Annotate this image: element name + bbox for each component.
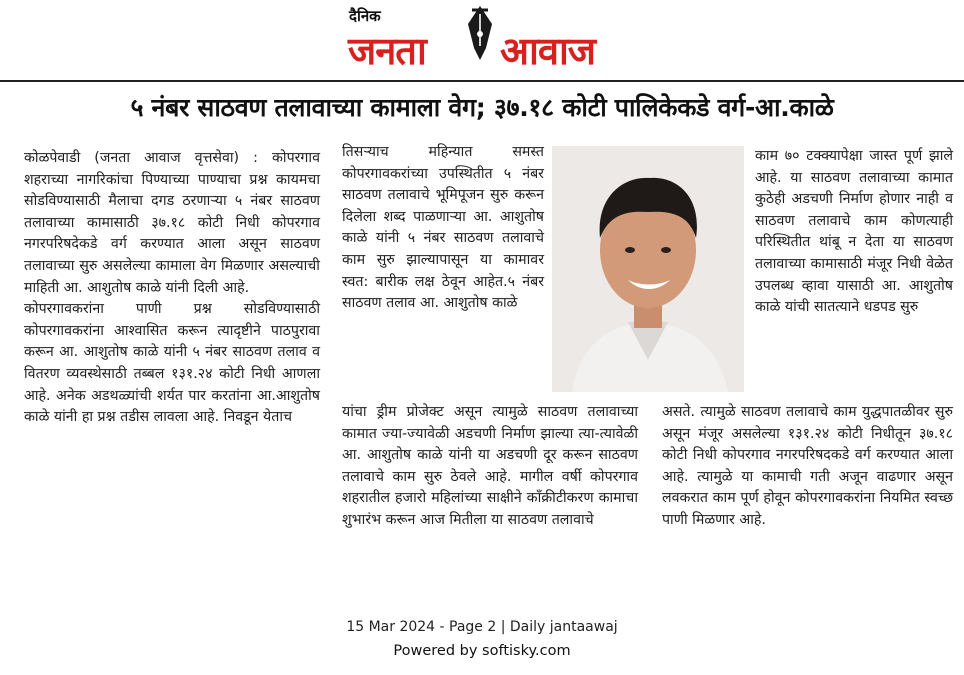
article-column-3-top: काम ७० टक्क्यापेक्षा जास्त पूर्ण झाले आहे. या साठवण तलावाच्या कामात कुठेही अडचणी निर्माण होणार नाही व साठवण तलावाचे काम कोणत्याही परिस्थितीत थांबू न देता या साठवण तलावाच्या कामासाठी मंजूर निधी वेळेत उपलब्ध व्हावा यासाठी आ. आशुतोष काळे यांची सातत्याने धडपड सुरु (755, 148, 953, 316)
powered-by: Powered by softisky.com (393, 643, 571, 659)
column-1-paragraph-2: कोपरगावकरांना पाणी प्रश्न सोडविण्यासाठी कोपरगावकरांना आश्वासित करून त्यादृष्टीने पाठपुरावा करून आ. आशुतोष काळे यांनी ५ नंबर साठवण तलाव व वितरण व्यवस्थेसाठी तब्बल १३१.२४ कोटी निधी आणला आहे. अनेक अडथळ्यांची शर्यत पार करतांना आ.आशुतोष काळे यांनी हा प्रश्न तडीस लावला आहे. निवडून येताच (24, 301, 320, 426)
portrait-photo (552, 146, 744, 392)
column-1-paragraph-1: कोळपेवाडी (जनता आवाज वृत्तसेवा) : कोपरगाव शहराच्या नागरिकांचा पिण्याच्या पाण्याचा प्रश्न कायमचा सोडविण्यासाठी मैलाचा दगड ठरणाऱ्या ५ नंबर साठवण तलावाच्या कामासाठी ३७.१८ कोटी निधी कोपरगाव नगरपरिषदेकडे वर्ग करण्यात आला असून साठवण तलावाच्या सुरु असलेल्या कामाला वेग मिळणार असल्याची माहिती आ. आशुतोष काळे यांनी दिली आहे. (24, 150, 320, 296)
article-column-1 (24, 148, 320, 429)
article-column-2-top: तिसऱ्याच महिन्यात समस्त कोपरगावकरांच्या उपस्थितीत ५ नंबर साठवण तलावाचे भूमिपूजन सुरु करून दिलेला शब्द पाळणाऱ्या आ. आशुतोष काळे यांनी ५ नंबर साठवण तलावाचे काम सुरु झाल्यापासून या कामावर स्वत: बारीक लक्ष ठेवून आहेत.५ नंबर साठवण तलाव आ. आशुतोष काळे (342, 144, 544, 312)
article-column-2-bottom: यांचा ड्रीम प्रोजेक्ट असून त्यामुळे साठवण तलावाच्या कामात ज्या-ज्यावेळी अडचणी निर्माण झाल्या त्या-त्यावेळी आ. आशुतोष काळे यांनी या अडचणी दूर करून साठवण तलावाचे काम सुरु ठेवले आहे. मागील वर्षी कोपरगाव शहरातील हजारो महिलांच्या साक्षीने काँक्रीटीकरण कामाचा शुभारंभ करून आज मितीला या साठवण तलावाचे (342, 404, 638, 528)
fountain-pen-icon (462, 4, 498, 62)
masthead (0, 0, 964, 80)
masthead-small-label: दैनिक (349, 7, 381, 25)
article-headline: ५ नंबर साठवण तलावाच्या कामाला वेग; ३७.१८ कोटी पालिकेकडे वर्ग-आ.काळे (130, 93, 834, 122)
masthead-divider (0, 80, 964, 82)
masthead-title-left: जनता (348, 29, 426, 73)
article-column-3-bottom: असते. त्यामुळे साठवण तलावाचे काम युद्धपातळीवर सुरु असून मंजूर असलेल्या १३१.२४ कोटी निधीतून ३७.१८ कोटी निधी कोपरगाव नगरपरिषदकडे वर्ग करण्यात आला आहे. त्यामुळे या कामाची गती अजून वाढणार असून लवकरात काम पूर्ण होवून कोपरगावकरांना नियमित स्वच्छ पाणी मिळणार आहे. (662, 404, 953, 528)
page-info: 15 Mar 2024 - Page 2 | Daily jantaawaj (346, 619, 618, 635)
masthead-title-right: आवाज (500, 29, 596, 73)
